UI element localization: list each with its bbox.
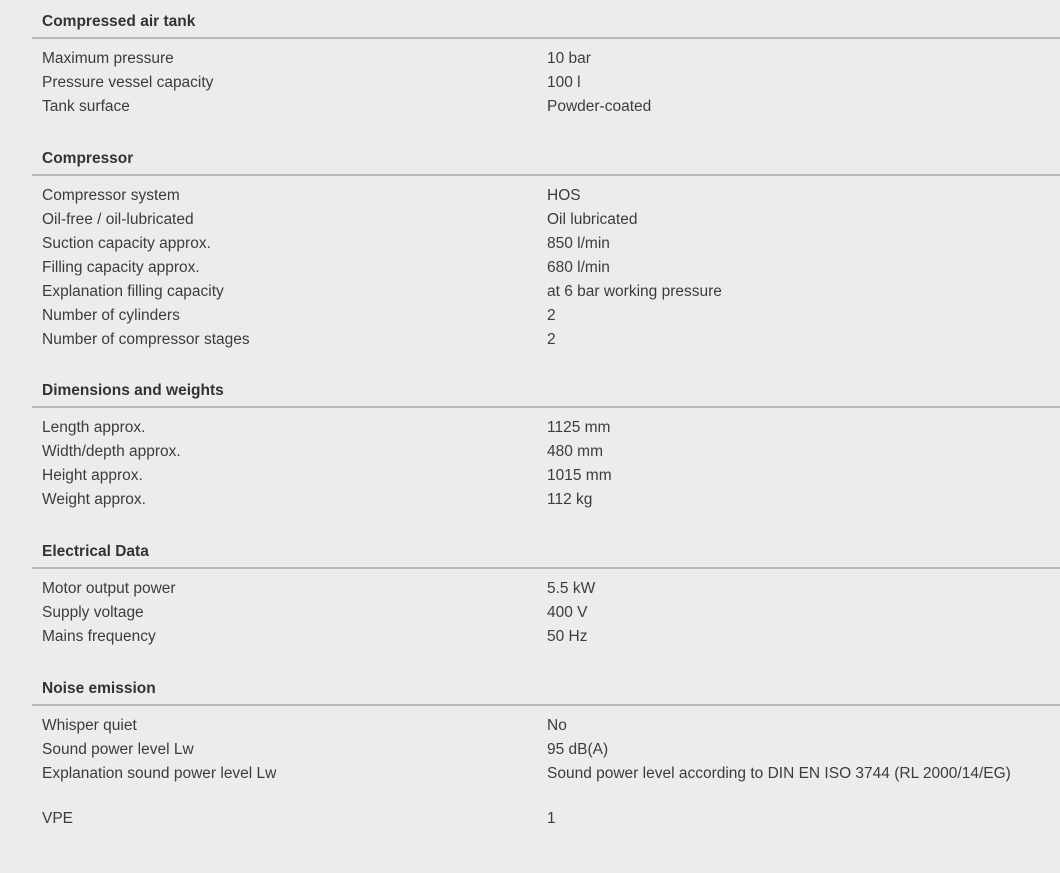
spec-value: 1015 mm <box>547 467 612 484</box>
spec-label: Suction capacity approx. <box>42 235 211 252</box>
spec-label: Compressor system <box>42 187 180 204</box>
section-title: Compressed air tank <box>32 0 1060 39</box>
section-electrical-data <box>32 530 1060 649</box>
spec-row <box>32 304 1060 328</box>
spec-label: Maximum pressure <box>42 50 174 67</box>
spec-label: Width/depth approx. <box>42 443 181 460</box>
spec-label: Mains frequency <box>42 628 156 645</box>
section-compressor <box>32 137 1060 352</box>
spec-value: Sound power level according to DIN EN ISO 3744 (RL 2000/14/EG) <box>547 765 1011 782</box>
spec-value: HOS <box>547 187 581 204</box>
spec-row <box>32 95 1060 119</box>
spec-value: 95 dB(A) <box>547 741 609 758</box>
spec-label: Number of cylinders <box>42 307 180 324</box>
spec-value: 480 mm <box>547 443 603 460</box>
spec-label: Weight approx. <box>42 491 146 508</box>
spec-row <box>32 601 1060 625</box>
spec-row <box>32 762 1060 786</box>
spec-label: Whisper quiet <box>42 717 137 734</box>
spec-value: 2 <box>547 307 556 324</box>
section-title: Dimensions and weights <box>32 369 1060 408</box>
spec-row <box>32 464 1060 488</box>
spec-label: Motor output power <box>42 580 176 597</box>
spec-value: 1125 mm <box>547 419 611 436</box>
spec-label: Tank surface <box>42 98 130 115</box>
spec-label: VPE <box>42 810 74 827</box>
spec-value: No <box>547 717 567 734</box>
spec-value: 10 bar <box>547 50 591 67</box>
section-title: Noise emission <box>32 667 1060 706</box>
spec-row <box>32 328 1060 352</box>
spec-row <box>32 714 1060 738</box>
spec-row <box>32 280 1060 304</box>
spec-value: 400 V <box>547 604 588 621</box>
spec-row <box>32 488 1060 512</box>
spec-row <box>32 47 1060 71</box>
spec-row <box>32 625 1060 649</box>
spec-value: at 6 bar working pressure <box>547 283 722 300</box>
spec-label: Explanation filling capacity <box>42 283 224 300</box>
spec-row <box>32 577 1060 601</box>
spec-label: Explanation sound power level Lw <box>42 765 277 782</box>
section-compressed-air-tank <box>32 0 1060 119</box>
spec-row <box>32 738 1060 762</box>
spec-label: Filling capacity approx. <box>42 259 200 276</box>
spec-value: 2 <box>547 331 556 348</box>
section-noise-emission <box>32 667 1060 786</box>
spec-row <box>32 440 1060 464</box>
spec-value: 680 l/min <box>547 259 610 276</box>
spec-row <box>32 208 1060 232</box>
spec-label: Oil-free / oil-lubricated <box>42 211 194 228</box>
spec-row <box>32 256 1060 280</box>
spec-label: Number of compressor stages <box>42 331 250 348</box>
spec-value: 1 <box>547 810 556 827</box>
spec-label: Length approx. <box>42 419 146 436</box>
spec-value: 5.5 kW <box>547 580 596 597</box>
section-title: Electrical Data <box>32 530 1060 569</box>
spec-label: Height approx. <box>42 467 143 484</box>
spec-row <box>32 232 1060 256</box>
spec-value: 100 l <box>547 74 581 91</box>
spec-row-vpe <box>32 807 1060 831</box>
spec-label: Sound power level Lw <box>42 741 194 758</box>
spec-value: Oil lubricated <box>547 211 638 228</box>
section-title: Compressor <box>32 137 1060 176</box>
spec-label: Pressure vessel capacity <box>42 74 214 91</box>
section-dimensions-and-weights <box>32 369 1060 512</box>
spec-value: 850 l/min <box>547 235 610 252</box>
spec-value: 112 kg <box>547 491 593 508</box>
spec-label: Supply voltage <box>42 604 144 621</box>
spec-row <box>32 184 1060 208</box>
spec-row <box>32 416 1060 440</box>
spec-value: 50 Hz <box>547 628 588 645</box>
spec-row <box>32 71 1060 95</box>
spec-value: Powder-coated <box>547 98 652 115</box>
